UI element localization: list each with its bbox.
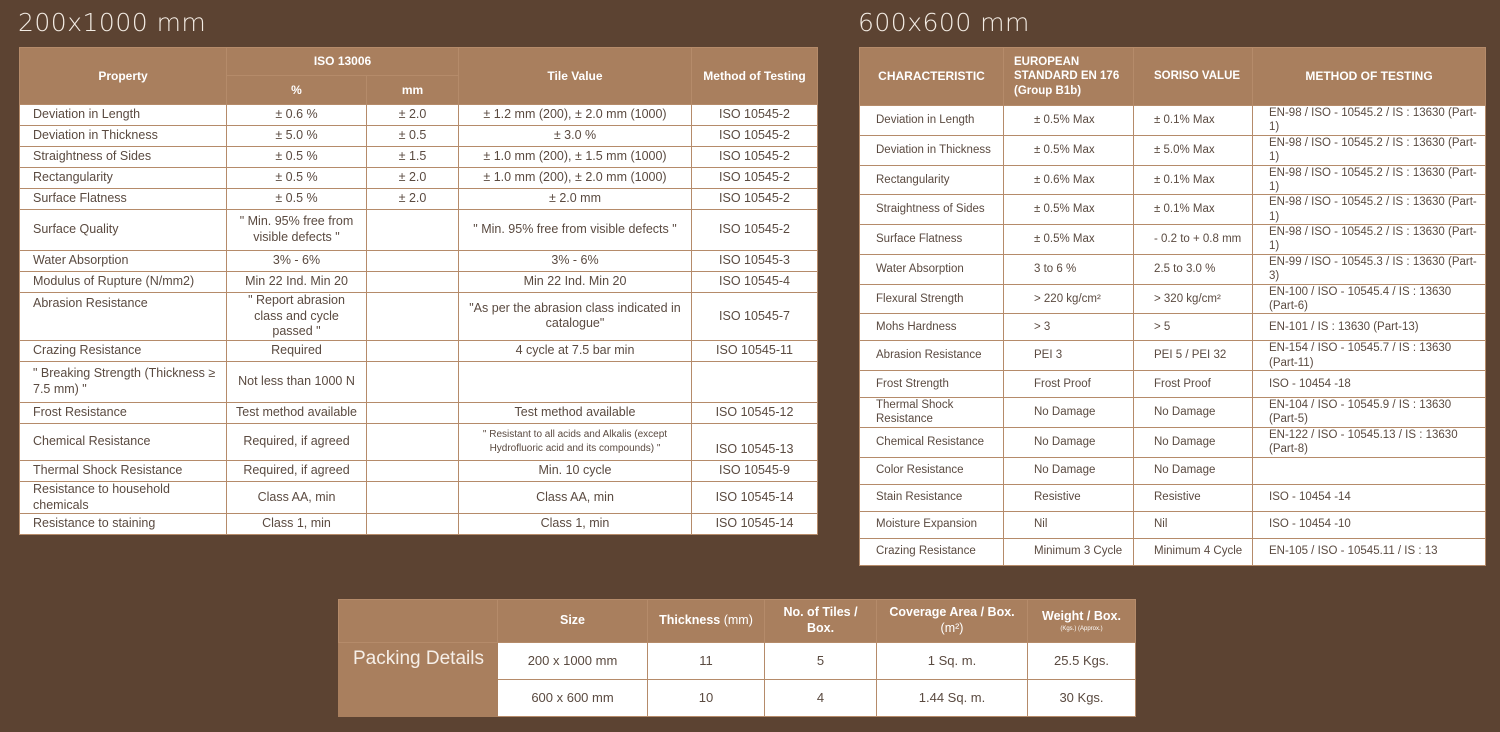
tile-value-cell: Min. 10 cycle (459, 460, 692, 481)
european-cell: Nil (1004, 511, 1134, 538)
characteristic-cell: Crazing Resistance (860, 538, 1004, 565)
percent-cell: Required, if agreed (227, 460, 367, 481)
weight-label: Weight / Box. (1042, 608, 1121, 623)
percent-cell: " Min. 95% free from visible defects " (227, 210, 367, 251)
table-row (860, 135, 1486, 165)
tile-value-cell: " Resistant to all acids and Alkalis (except Hydrofluoric acid and its compounds) " (459, 423, 692, 460)
mm-cell (367, 481, 459, 513)
table-row (20, 272, 818, 293)
header-size: Size (498, 600, 648, 643)
property-cell: Water Absorption (20, 251, 227, 272)
tile-value-cell: ± 1.0 mm (200), ± 1.5 mm (1000) (459, 147, 692, 168)
characteristic-cell: Thermal Shock Resistance (860, 398, 1004, 428)
soriso-cell: Nil (1134, 511, 1253, 538)
percent-cell: Class AA, min (227, 481, 367, 513)
european-cell: > 220 kg/cm² (1004, 284, 1134, 314)
european-cell: ± 0.6% Max (1004, 165, 1134, 195)
method-cell: ISO 10545-14 (692, 514, 818, 535)
table-row (860, 225, 1486, 255)
header-method: Method of Testing (692, 48, 818, 105)
soriso-cell: > 320 kg/cm² (1134, 284, 1253, 314)
percent-cell: ± 5.0 % (227, 126, 367, 147)
european-cell: Resistive (1004, 484, 1134, 511)
table-row (860, 484, 1486, 511)
method-cell: ISO 10545-7 (692, 293, 818, 341)
spec-table-200x1000 (19, 47, 818, 535)
tiles-cell: 5 (765, 643, 877, 680)
tile-value-cell: Min 22 Ind. Min 20 (459, 272, 692, 293)
property-cell: Resistance to household chemicals (20, 481, 227, 513)
european-cell: No Damage (1004, 398, 1134, 428)
percent-cell: Not less than 1000 N (227, 361, 367, 402)
mm-cell (367, 423, 459, 460)
soriso-cell: ± 0.1% Max (1134, 106, 1253, 136)
european-cell: 3 to 6 % (1004, 254, 1134, 284)
size-cell: 200 x 1000 mm (498, 643, 648, 680)
method-cell: ISO 10545-9 (692, 460, 818, 481)
table-row (860, 254, 1486, 284)
packing-details-table (338, 599, 1136, 717)
method-cell: ISO 10545-3 (692, 251, 818, 272)
table-row (860, 195, 1486, 225)
soriso-cell: Minimum 4 Cycle (1134, 538, 1253, 565)
percent-cell: Required, if agreed (227, 423, 367, 460)
thickness-unit: (mm) (723, 613, 753, 628)
weight-cell: 25.5 Kgs. (1028, 643, 1136, 680)
packing-header-blank (339, 600, 498, 643)
coverage-unit: (m²) (940, 621, 964, 635)
characteristic-cell: Chemical Resistance (860, 427, 1004, 457)
percent-cell: Required (227, 340, 367, 361)
table-row (860, 284, 1486, 314)
european-cell: ± 0.5% Max (1004, 225, 1134, 255)
soriso-cell: ± 0.1% Max (1134, 165, 1253, 195)
method-cell: EN-98 / ISO - 10545.2 / IS : 13630 (Part-1) (1253, 135, 1486, 165)
mm-cell (367, 251, 459, 272)
table-row (20, 402, 818, 423)
weight-cell: 30 Kgs. (1028, 680, 1136, 717)
european-cell: Frost Proof (1004, 371, 1134, 398)
characteristic-cell: Surface Flatness (860, 225, 1004, 255)
header-tile-value: Tile Value (459, 48, 692, 105)
table-row (339, 643, 1136, 680)
soriso-cell: Frost Proof (1134, 371, 1253, 398)
soriso-cell: No Damage (1134, 457, 1253, 484)
table-row (860, 371, 1486, 398)
property-cell: Resistance to staining (20, 514, 227, 535)
mm-cell (367, 210, 459, 251)
property-cell: Crazing Resistance (20, 340, 227, 361)
characteristic-cell: Abrasion Resistance (860, 341, 1004, 371)
right-table-heading: 600x600 mm (858, 8, 1030, 37)
table-row (20, 189, 818, 210)
characteristic-cell: Flexural Strength (860, 284, 1004, 314)
european-cell: PEI 3 (1004, 341, 1134, 371)
coverage-label: Coverage Area / Box. (889, 605, 1015, 620)
method-cell: ISO 10545-14 (692, 481, 818, 513)
european-cell: ± 0.5% Max (1004, 195, 1134, 225)
soriso-cell: No Damage (1134, 427, 1253, 457)
tile-value-cell: ± 1.2 mm (200), ± 2.0 mm (1000) (459, 105, 692, 126)
method-cell: ISO 10545-2 (692, 105, 818, 126)
thickness-cell: 10 (648, 680, 765, 717)
tile-value-cell: 4 cycle at 7.5 bar min (459, 340, 692, 361)
tile-value-cell: Class AA, min (459, 481, 692, 513)
european-cell: No Damage (1004, 427, 1134, 457)
tile-value-cell: ± 3.0 % (459, 126, 692, 147)
mm-cell: ± 1.5 (367, 147, 459, 168)
coverage-cell: 1 Sq. m. (877, 643, 1028, 680)
table-row (20, 481, 818, 513)
table-row (20, 514, 818, 535)
characteristic-cell: Stain Resistance (860, 484, 1004, 511)
table-row (20, 340, 818, 361)
tile-value-cell: 3% - 6% (459, 251, 692, 272)
property-cell: Deviation in Thickness (20, 126, 227, 147)
header-characteristic: CHARACTERISTIC (860, 48, 1004, 106)
soriso-cell: > 5 (1134, 314, 1253, 341)
property-cell: Frost Resistance (20, 402, 227, 423)
table-row (860, 314, 1486, 341)
characteristic-cell: Moisture Expansion (860, 511, 1004, 538)
european-cell: ± 0.5% Max (1004, 106, 1134, 136)
size-cell: 600 x 600 mm (498, 680, 648, 717)
european-cell: > 3 (1004, 314, 1134, 341)
method-cell: ISO - 10454 -14 (1253, 484, 1486, 511)
property-cell: Surface Quality (20, 210, 227, 251)
property-cell: Modulus of Rupture (N/mm2) (20, 272, 227, 293)
european-cell: No Damage (1004, 457, 1134, 484)
method-cell: ISO 10545-2 (692, 189, 818, 210)
percent-cell: " Report abrasion class and cycle passed " (227, 293, 367, 341)
method-cell: EN-101 / IS : 13630 (Part-13) (1253, 314, 1486, 341)
characteristic-cell: Straightness of Sides (860, 195, 1004, 225)
header-thickness (648, 600, 765, 643)
mm-cell (367, 361, 459, 402)
property-cell: Straightness of Sides (20, 147, 227, 168)
mm-cell: ± 2.0 (367, 189, 459, 210)
table-row (20, 251, 818, 272)
characteristic-cell: Frost Strength (860, 371, 1004, 398)
property-cell: Chemical Resistance (20, 423, 227, 460)
method-cell: ISO 10545-4 (692, 272, 818, 293)
thickness-cell: 11 (648, 643, 765, 680)
table-row (20, 460, 818, 481)
header-soriso-value: SORISO VALUE (1134, 48, 1253, 106)
method-cell: ISO 10545-2 (692, 168, 818, 189)
header-european-standard: EUROPEAN STANDARD EN 176 (Group B1b) (1004, 48, 1134, 106)
percent-cell: 3% - 6% (227, 251, 367, 272)
percent-cell: ± 0.6 % (227, 105, 367, 126)
percent-cell: ± 0.5 % (227, 189, 367, 210)
property-cell: Abrasion Resistance (20, 293, 227, 341)
header-method-of-testing: METHOD OF TESTING (1253, 48, 1486, 106)
header-coverage (877, 600, 1028, 643)
tile-value-cell: ± 1.0 mm (200), ± 2.0 mm (1000) (459, 168, 692, 189)
table-row (20, 361, 818, 402)
percent-cell: Class 1, min (227, 514, 367, 535)
header-property: Property (20, 48, 227, 105)
european-cell: Minimum 3 Cycle (1004, 538, 1134, 565)
method-cell (1253, 457, 1486, 484)
header-tiles-per-box: No. of Tiles / Box. (765, 600, 877, 643)
method-cell: ISO - 10454 -10 (1253, 511, 1486, 538)
method-cell (692, 361, 818, 402)
method-cell: EN-104 / ISO - 10545.9 / IS : 13630 (Part-5) (1253, 398, 1486, 428)
method-cell: ISO - 10454 -18 (1253, 371, 1486, 398)
tile-value-cell (459, 361, 692, 402)
mm-cell: ± 2.0 (367, 168, 459, 189)
percent-cell: ± 0.5 % (227, 168, 367, 189)
tile-value-cell: ± 2.0 mm (459, 189, 692, 210)
soriso-cell: - 0.2 to + 0.8 mm (1134, 225, 1253, 255)
header-percent: % (227, 76, 367, 105)
method-cell: EN-98 / ISO - 10545.2 / IS : 13630 (Part-1) (1253, 165, 1486, 195)
property-cell: Thermal Shock Resistance (20, 460, 227, 481)
method-cell: ISO 10545-11 (692, 340, 818, 361)
tiles-cell: 4 (765, 680, 877, 717)
table-row (20, 147, 818, 168)
method-cell: ISO 10545-13 (692, 423, 818, 460)
tile-value-cell: Class 1, min (459, 514, 692, 535)
table-row (860, 341, 1486, 371)
mm-cell (367, 293, 459, 341)
table-row (860, 538, 1486, 565)
header-weight (1028, 600, 1136, 643)
table-row (20, 168, 818, 189)
method-cell: EN-99 / ISO - 10545.3 / IS : 13630 (Part-3) (1253, 254, 1486, 284)
table-row (20, 293, 818, 341)
percent-cell: Min 22 Ind. Min 20 (227, 272, 367, 293)
soriso-cell: ± 0.1% Max (1134, 195, 1253, 225)
method-cell: EN-100 / ISO - 10545.4 / IS : 13630 (Part-6) (1253, 284, 1486, 314)
mm-cell (367, 460, 459, 481)
soriso-cell: PEI 5 / PEI 32 (1134, 341, 1253, 371)
property-cell: Surface Flatness (20, 189, 227, 210)
property-cell: " Breaking Strength (Thickness ≥ 7.5 mm) " (20, 361, 227, 402)
mm-cell (367, 402, 459, 423)
table-row (20, 210, 818, 251)
soriso-cell: Resistive (1134, 484, 1253, 511)
soriso-cell: No Damage (1134, 398, 1253, 428)
mm-cell (367, 340, 459, 361)
tile-value-cell: "As per the abrasion class indicated in catalogue" (459, 293, 692, 341)
property-cell: Rectangularity (20, 168, 227, 189)
mm-cell (367, 514, 459, 535)
coverage-cell: 1.44 Sq. m. (877, 680, 1028, 717)
table-row (860, 427, 1486, 457)
method-cell: EN-105 / ISO - 10545.11 / IS : 13 (1253, 538, 1486, 565)
characteristic-cell: Deviation in Thickness (860, 135, 1004, 165)
spec-table-600x600 (859, 47, 1486, 566)
table-row (20, 423, 818, 460)
packing-details-title: Packing Details (339, 643, 498, 717)
method-cell: EN-154 / ISO - 10545.7 / IS : 13630 (Part-11) (1253, 341, 1486, 371)
thickness-label: Thickness (659, 613, 721, 628)
method-cell: ISO 10545-2 (692, 126, 818, 147)
table-row (20, 126, 818, 147)
soriso-cell: ± 5.0% Max (1134, 135, 1253, 165)
mm-cell (367, 272, 459, 293)
header-mm: mm (367, 76, 459, 105)
characteristic-cell: Color Resistance (860, 457, 1004, 484)
method-cell: ISO 10545-12 (692, 402, 818, 423)
tile-value-cell: " Min. 95% free from visible defects " (459, 210, 692, 251)
table-row (860, 106, 1486, 136)
method-cell: ISO 10545-2 (692, 210, 818, 251)
percent-cell: ± 0.5 % (227, 147, 367, 168)
tile-value-cell: Test method available (459, 402, 692, 423)
soriso-cell: 2.5 to 3.0 % (1134, 254, 1253, 284)
header-iso-13006: ISO 13006 (227, 48, 459, 76)
table-row (860, 165, 1486, 195)
characteristic-cell: Water Absorption (860, 254, 1004, 284)
table-row (20, 105, 818, 126)
method-cell: EN-98 / ISO - 10545.2 / IS : 13630 (Part-1) (1253, 195, 1486, 225)
left-table-heading: 200x1000 mm (18, 8, 207, 37)
property-cell: Deviation in Length (20, 105, 227, 126)
table-row (860, 398, 1486, 428)
table-row (860, 511, 1486, 538)
mm-cell: ± 2.0 (367, 105, 459, 126)
method-cell: EN-98 / ISO - 10545.2 / IS : 13630 (Part-1) (1253, 225, 1486, 255)
percent-cell: Test method available (227, 402, 367, 423)
characteristic-cell: Deviation in Length (860, 106, 1004, 136)
characteristic-cell: Rectangularity (860, 165, 1004, 195)
method-cell: ISO 10545-2 (692, 147, 818, 168)
method-cell: EN-98 / ISO - 10545.2 / IS : 13630 (Part-1) (1253, 106, 1486, 136)
mm-cell: ± 0.5 (367, 126, 459, 147)
weight-note: (Kgs.) (Approx.) (1060, 625, 1103, 632)
european-cell: ± 0.5% Max (1004, 135, 1134, 165)
characteristic-cell: Mohs Hardness (860, 314, 1004, 341)
method-cell: EN-122 / ISO - 10545.13 / IS : 13630 (Part-8) (1253, 427, 1486, 457)
table-row (860, 457, 1486, 484)
